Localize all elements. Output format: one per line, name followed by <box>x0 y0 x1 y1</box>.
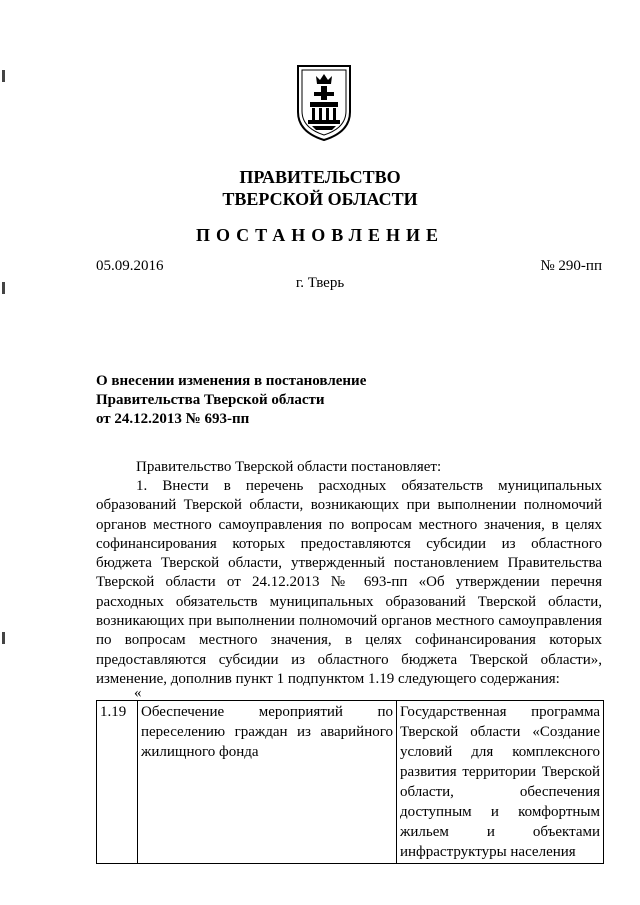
amendment-table <box>96 700 604 864</box>
opening-quote: « <box>134 685 142 701</box>
subject-line-2: Правительства Тверской области <box>96 392 325 408</box>
document-date: 05.09.2016 <box>96 258 164 274</box>
intro-paragraph: Правительство Тверской области постановляет: <box>136 459 442 475</box>
tver-coat-of-arms-icon <box>294 62 354 142</box>
clause-1-paragraph: 1. Внести в перечень расходных обязательств муниципальных образований Тверской области, возникающих при выполнении полномочий органов местного самоуправления по вопросам местного значения, в целях софинансирования которых предоставляются субсидии из областного бюджета Тверской области, утвержденный постановлением Правительства Тверской области от 24.12.2013 № 693-пп «Об утверждении перечня расходных обязательств муниципальных образований Тверской области, возникающих при выполнении полномочий органов местного самоуправления по вопросам местного значения, в целях софинансирования которых предоставляются субсидии из областного бюджета Тверской области», изменение, дополнив пункт 1 подпунктом 1.19 следующего содержания: <box>96 478 602 687</box>
scan-edge-mark <box>2 70 5 82</box>
document-subject <box>96 372 416 429</box>
program-cell: Государственная программа Тверской области «Создание условий для комплексного развития территории Тверской области, обеспечения доступным и комфортным жильем и объектами инфраструктуры населения <box>397 701 604 864</box>
document-city: г. Тверь <box>295 275 345 291</box>
table-row <box>97 701 604 864</box>
scan-edge-mark <box>2 632 5 644</box>
issuing-authority <box>0 166 640 210</box>
document-type: ПОСТАНОВЛЕНИЕ <box>195 225 445 245</box>
subject-line-3: от 24.12.2013 № 693-пп <box>96 411 250 427</box>
document-number: № 290-пп <box>540 258 602 274</box>
item-number-cell: 1.19 <box>97 701 138 864</box>
authority-line-2: ТВЕРСКОЙ ОБЛАСТИ <box>222 189 418 209</box>
subject-line-1: О внесении изменения в постановление <box>96 373 367 389</box>
obligation-cell: Обеспечение мероприятий по переселению граждан из аварийного жилищного фонда <box>138 701 397 864</box>
authority-line-1: ПРАВИТЕЛЬСТВО <box>239 167 401 187</box>
